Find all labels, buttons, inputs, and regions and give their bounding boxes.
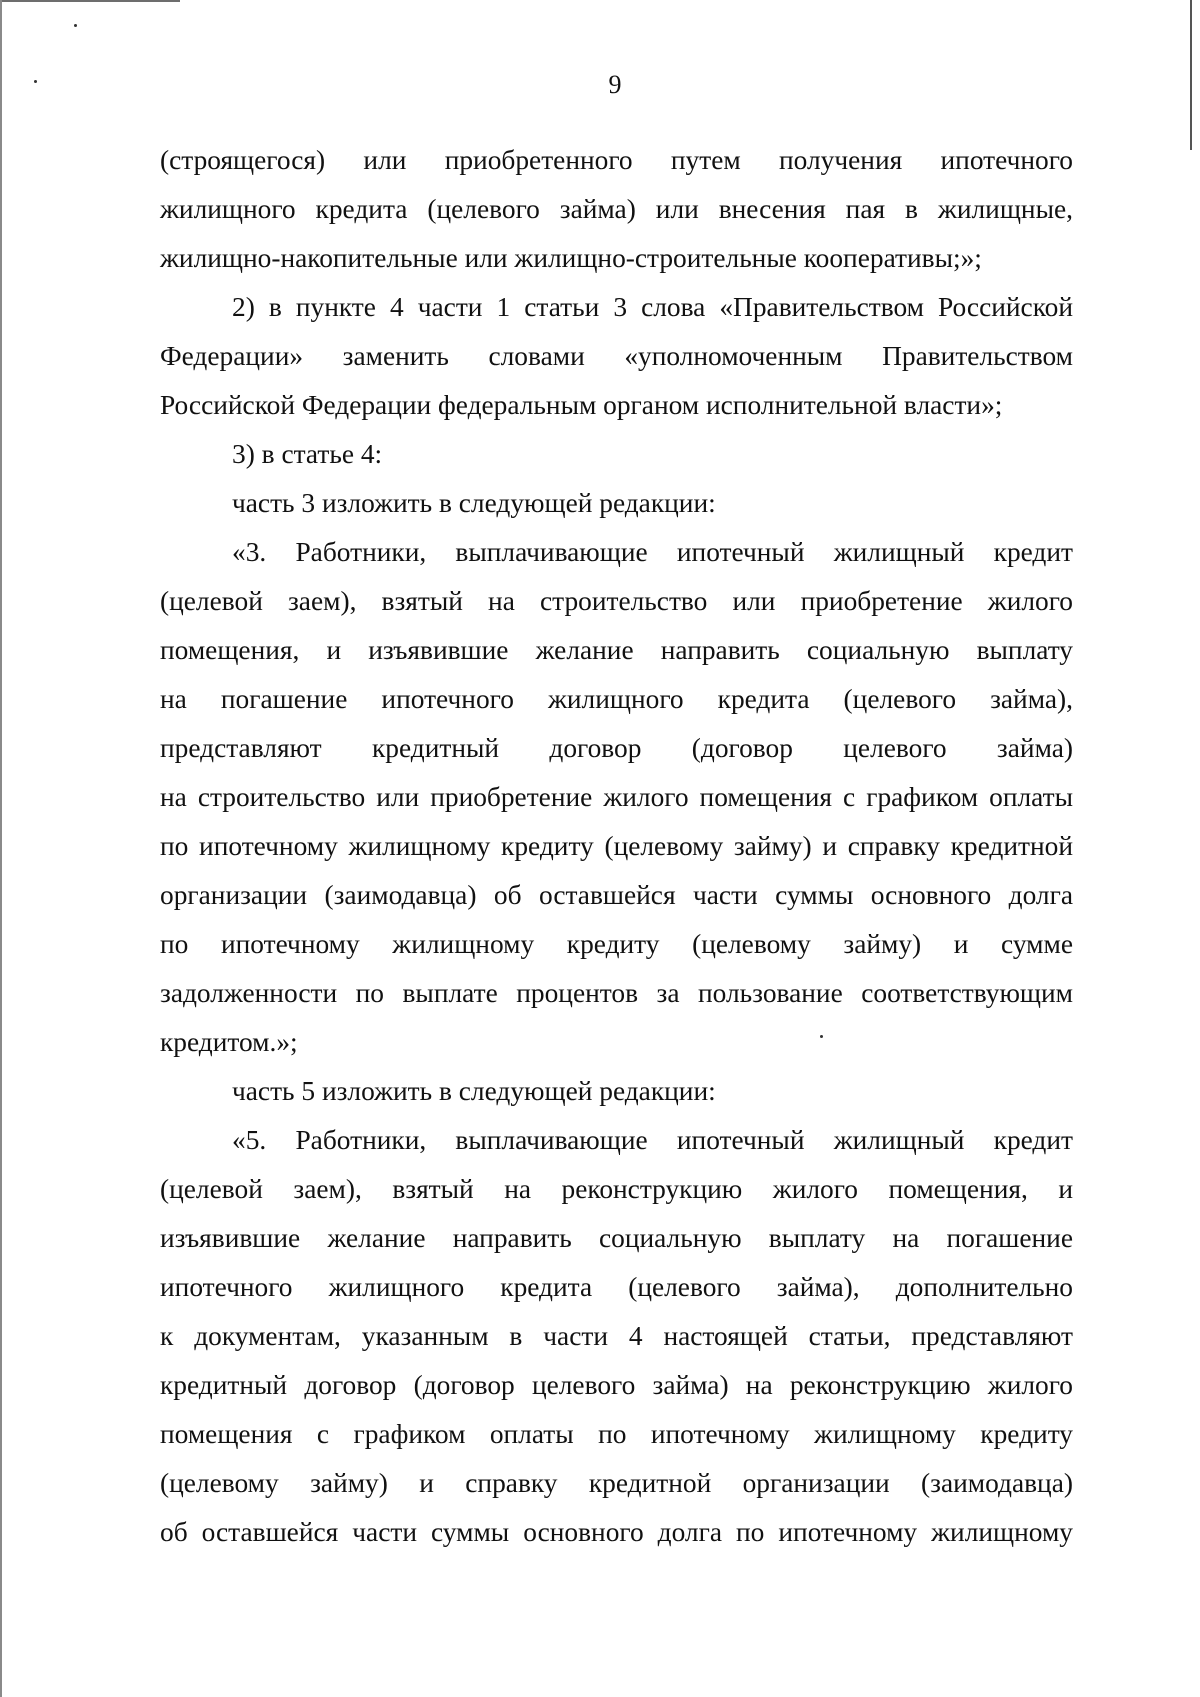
text-line: по ипотечному жилищному кредиту (целевому займу) и сумме: [160, 929, 1073, 959]
text-line: помещения с графиком оплаты по ипотечному жилищному кредиту: [160, 1419, 1073, 1449]
text-line: «3. Работники, выплачивающие ипотечный жилищный кредит: [232, 537, 1073, 567]
text-line: ипотечного жилищного кредита (целевого займа), дополнительно: [160, 1272, 1073, 1302]
text-line: кредитом.»;: [160, 1027, 298, 1057]
text-line: 2) в пункте 4 части 1 статьи 3 слова «Правительством Российской: [232, 292, 1073, 322]
text-line: 3) в статье 4:: [232, 439, 383, 469]
text-line: изъявившие желание направить социальную выплату на погашение: [160, 1223, 1073, 1253]
text-line: об оставшейся части суммы основного долга по ипотечному жилищному: [160, 1517, 1073, 1547]
text-line: к документам, указанным в части 4 настоящей статьи, представляют: [160, 1321, 1073, 1351]
text-line: кредитный договор (договор целевого займа) на реконструкцию жилого: [160, 1370, 1073, 1400]
text-line: жилищно-накопительные или жилищно-строительные кооперативы;»;: [160, 243, 982, 273]
text-line: помещения, и изъявившие желание направить социальную выплату: [160, 635, 1073, 665]
text-line: (целевой заем), взятый на реконструкцию жилого помещения, и: [160, 1174, 1073, 1204]
text-line: «5. Работники, выплачивающие ипотечный жилищный кредит: [232, 1125, 1073, 1155]
text-line: (целевой заем), взятый на строительство или приобретение жилого: [160, 586, 1073, 616]
page-number: 9: [608, 70, 622, 99]
text-line: (строящегося) или приобретенного путем получения ипотечного: [160, 145, 1073, 175]
text-line: часть 3 изложить в следующей редакции:: [232, 488, 716, 518]
scan-edge-left: [0, 0, 2, 1697]
scan-edge-top: [0, 0, 180, 2]
text-line: организации (заимодавца) об оставшейся части суммы основного долга: [160, 880, 1073, 910]
text-line: на строительство или приобретение жилого помещения с графиком оплаты: [160, 782, 1073, 812]
text-line: (целевому займу) и справку кредитной организации (заимодавца): [160, 1468, 1073, 1498]
document-body: [160, 136, 1073, 1557]
text-line: задолженности по выплате процентов за пользование соответствующим: [160, 978, 1073, 1008]
text-line: на погашение ипотечного жилищного кредита (целевого займа),: [160, 684, 1073, 714]
text-line: жилищного кредита (целевого займа) или внесения пая в жилищные,: [160, 194, 1073, 224]
text-line: представляют кредитный договор (договор целевого займа): [160, 733, 1073, 763]
scan-speck: [74, 24, 77, 27]
text-line: Российской Федерации федеральным органом исполнительной власти»;: [160, 390, 1003, 420]
text-line: часть 5 изложить в следующей редакции:: [232, 1076, 716, 1106]
text-line: по ипотечному жилищному кредиту (целевому займу) и справку кредитной: [160, 831, 1073, 861]
text-line: Федерации» заменить словами «уполномоченным Правительством: [160, 341, 1073, 371]
